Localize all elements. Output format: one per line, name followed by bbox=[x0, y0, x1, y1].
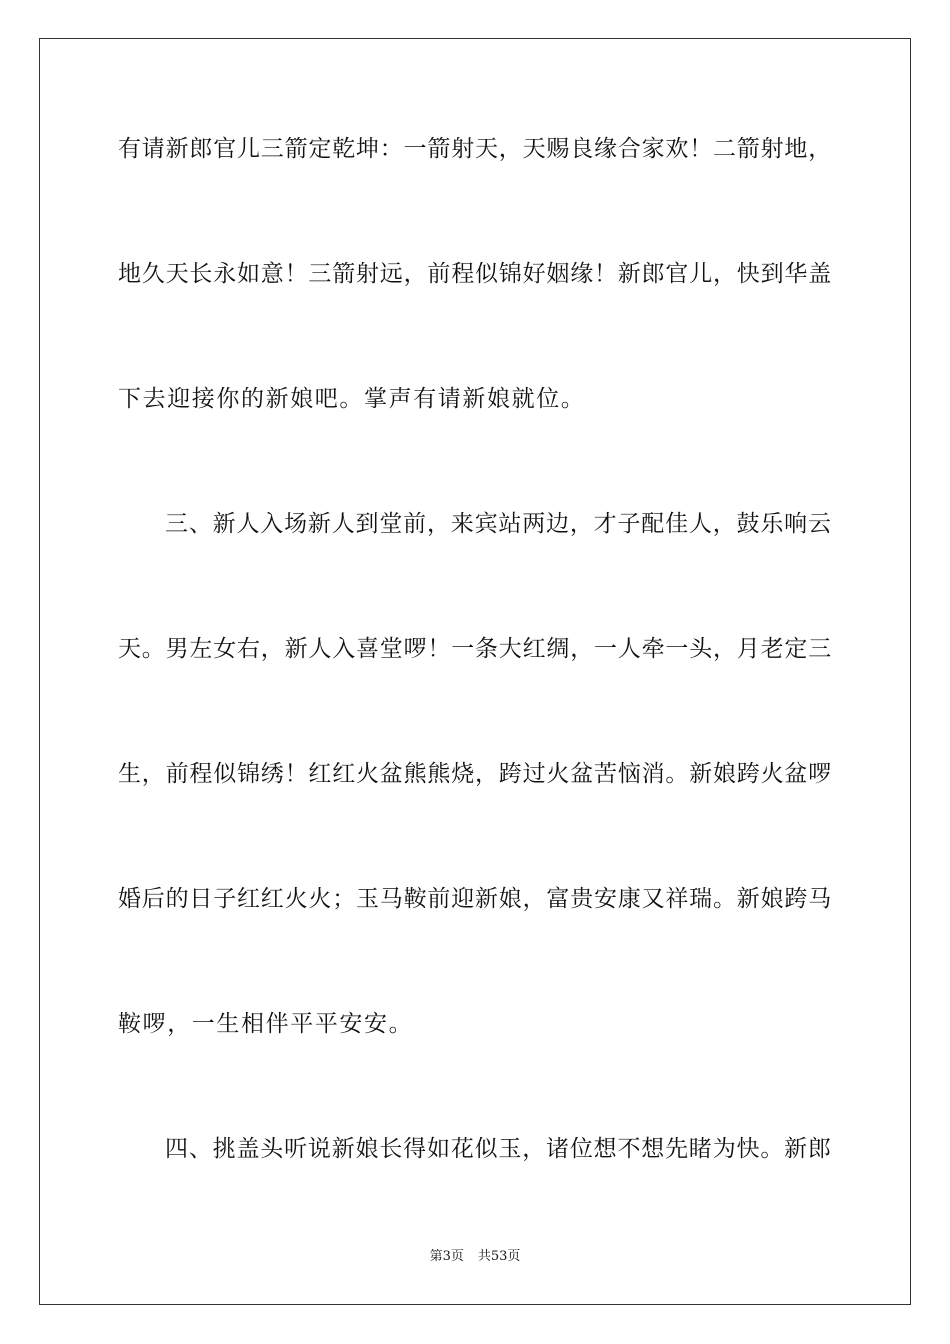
text-line-5: 天。男左女右，新人入喜堂啰！一条大红绸，一人牵一头，月老定三 bbox=[118, 636, 832, 662]
text-line-4-section-three: 三、新人入场新人到堂前，来宾站两边，才子配佳人，鼓乐响云 bbox=[165, 511, 832, 537]
page-footer bbox=[0, 1248, 950, 1266]
text-line-2: 地久天长永如意！三箭射远，前程似锦好姻缘！新郎官儿，快到华盖 bbox=[118, 261, 832, 287]
page-total: 共53页 bbox=[477, 1249, 521, 1264]
text-line-1: 有请新郎官儿三箭定乾坤：一箭射天，天赐良缘合家欢！二箭射地， bbox=[118, 136, 832, 162]
text-line-9-section-four: 四、挑盖头听说新娘长得如花似玉，诸位想不想先睹为快。新郎 bbox=[165, 1136, 832, 1162]
text-line-7: 婚后的日子红红火火；玉马鞍前迎新娘，富贵安康又祥瑞。新娘跨马 bbox=[118, 886, 832, 912]
text-line-3: 下去迎接你的新娘吧。掌声有请新娘就位。 bbox=[118, 386, 586, 412]
text-line-6: 生，前程似锦绣！红红火盆熊熊烧，跨过火盆苦恼消。新娘跨火盆啰 bbox=[118, 761, 832, 787]
page-border bbox=[39, 38, 911, 1305]
text-line-8: 鞍啰，一生相伴平平安安。 bbox=[118, 1011, 414, 1037]
page-number: 第3页 bbox=[429, 1249, 464, 1264]
